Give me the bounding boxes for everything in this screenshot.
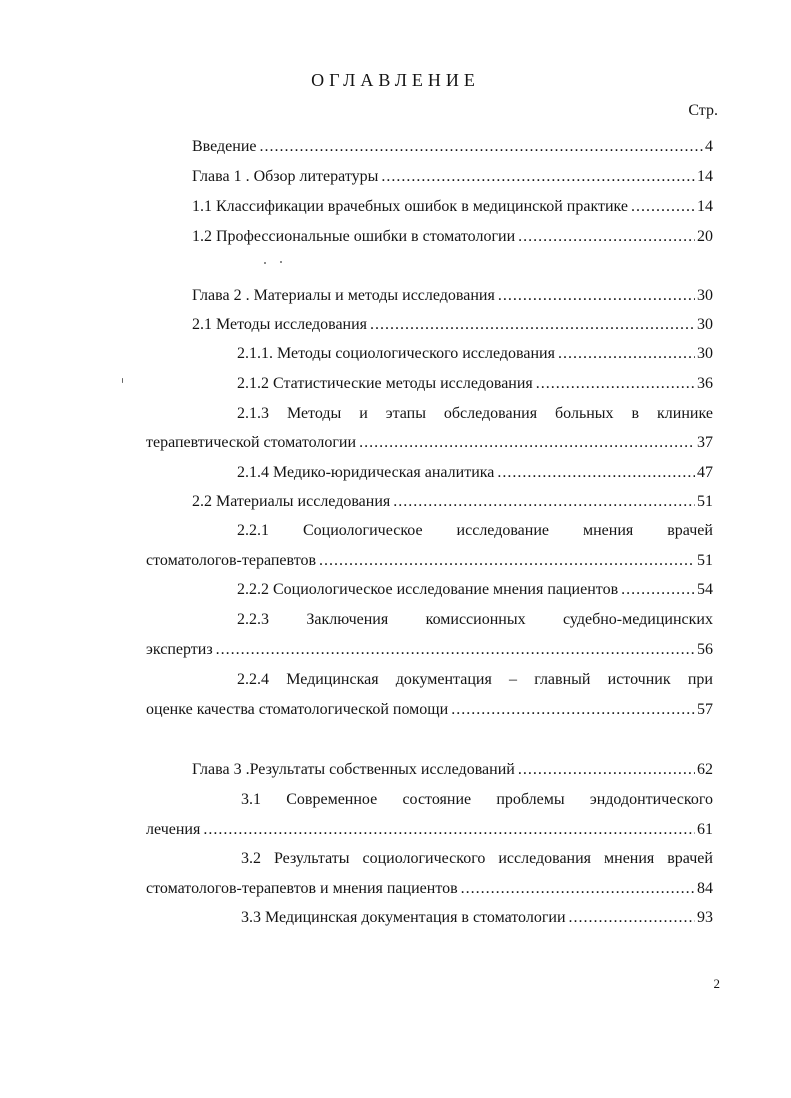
toc-entry-2-2-2 xyxy=(237,580,713,600)
toc-word: при xyxy=(687,671,713,688)
toc-entry-page: 51 xyxy=(697,493,713,510)
toc-entry-label: Введение xyxy=(192,138,257,155)
toc-entry-3-3 xyxy=(241,908,713,928)
toc-entry-3-2-line-1 xyxy=(241,849,713,869)
toc-entry-page: 56 xyxy=(697,641,713,658)
scan-speck xyxy=(280,261,282,263)
toc-entry-label: 2.2.2 Социологическое исследование мнения пациентов xyxy=(237,581,619,598)
toc-entry-label: 2.1.1. Методы социологического исследования xyxy=(237,345,555,362)
toc-word: больных xyxy=(555,405,614,422)
leader-dots xyxy=(569,908,695,928)
toc-entry-page: 93 xyxy=(697,909,713,926)
toc-entry-page: 51 xyxy=(697,552,713,569)
toc-entry-label: 2.1.4 Медико-юридическая аналитика xyxy=(237,464,495,481)
toc-entry-1-2 xyxy=(192,227,713,247)
toc-entry-page: 84 xyxy=(697,880,713,897)
toc-entry-2-2-4-line-1 xyxy=(237,670,713,690)
leader-dots xyxy=(498,286,695,306)
toc-entry-2-1 xyxy=(192,315,713,335)
toc-word: главный xyxy=(534,671,591,688)
toc-entry-page: 57 xyxy=(697,701,713,718)
page-column-label: Стр. xyxy=(688,102,718,119)
toc-word: Методы xyxy=(286,405,342,422)
toc-entry-2-2-3-line-1 xyxy=(237,610,713,630)
toc-entry-label: 1.2 Профессиональные ошибки в стоматологии xyxy=(192,228,516,245)
toc-heading: ОГЛАВЛЕНИЕ xyxy=(311,70,480,90)
toc-entry-3-1-line-1 xyxy=(241,790,713,810)
toc-entry-page: 37 xyxy=(697,434,713,451)
toc-word: социологического xyxy=(362,850,486,867)
toc-word: мнения xyxy=(582,522,634,539)
toc-entry-label: Глава 3 .Результаты собственных исследований xyxy=(192,761,515,778)
page-number: 2 xyxy=(713,976,720,991)
leader-dots xyxy=(631,197,695,217)
toc-entry-page: 47 xyxy=(697,464,713,481)
leader-dots xyxy=(518,227,695,247)
leader-dots xyxy=(359,433,695,453)
toc-entry-page: 36 xyxy=(697,375,713,392)
toc-word: врачей xyxy=(667,850,713,867)
toc-entry-chapter-2 xyxy=(192,286,713,306)
toc-entry-page: 54 xyxy=(697,581,713,598)
toc-entry-label: 3.3 Медицинская документация в стоматологии xyxy=(241,909,566,926)
toc-word: Заключения xyxy=(306,611,389,628)
toc-word: документация xyxy=(395,671,492,688)
toc-entry-label: терапевтической стоматологии xyxy=(146,434,357,451)
toc-word: врачей xyxy=(667,522,713,539)
leader-dots xyxy=(216,640,695,660)
toc-entry-1-1 xyxy=(192,197,713,217)
toc-entry-chapter-1 xyxy=(192,167,713,187)
leader-dots xyxy=(558,344,695,364)
leader-dots xyxy=(393,492,695,512)
toc-entry-label: 1.1 Классификации врачебных ошибок в медицинской практике xyxy=(192,198,629,215)
toc-entry-page: 30 xyxy=(697,345,713,362)
toc-entry-label: Глава 1 . Обзор литературы xyxy=(192,168,379,185)
toc-entry-2-1-1 xyxy=(237,344,713,364)
toc-word: источник xyxy=(607,671,671,688)
toc-entry-2-2-1-line-1 xyxy=(237,521,713,541)
toc-entry-2-2-1-line-2 xyxy=(146,551,713,571)
toc-entry-page: 61 xyxy=(697,821,713,838)
toc-entry-page: 4 xyxy=(705,138,713,155)
toc-entry-page: 30 xyxy=(697,287,713,304)
scan-speck xyxy=(264,262,266,264)
toc-entry-page: 14 xyxy=(697,198,713,215)
toc-entry-label: оценке качества стоматологической помощи xyxy=(146,701,449,718)
leader-dots xyxy=(497,463,695,483)
leader-dots xyxy=(381,167,695,187)
toc-word: Современное xyxy=(286,791,378,808)
toc-word: клинике xyxy=(657,405,713,422)
toc-word: исследование xyxy=(456,522,549,539)
toc-word: эндодонтического xyxy=(589,791,713,808)
toc-word: 2.2.1 xyxy=(237,522,269,539)
toc-word: Социологическое xyxy=(302,522,423,539)
toc-word: Результаты xyxy=(273,850,350,867)
toc-entry-intro xyxy=(192,137,713,157)
toc-word: проблемы xyxy=(496,791,565,808)
toc-entry-label: стоматологов-терапевтов xyxy=(146,552,317,569)
leader-dots xyxy=(370,315,695,335)
toc-entry-2-2-4-line-2 xyxy=(146,700,713,720)
leader-dots xyxy=(319,551,695,571)
toc-entry-label: стоматологов-терапевтов и мнения пациентов xyxy=(146,880,458,897)
leader-dots xyxy=(451,700,695,720)
leader-dots xyxy=(260,137,704,157)
toc-word: исследования xyxy=(498,850,592,867)
toc-entry-label: 2.1.2 Статистические методы исследования xyxy=(237,375,533,392)
toc-entry-page: 30 xyxy=(697,316,713,333)
leader-dots xyxy=(621,580,695,600)
toc-word: 2.2.4 xyxy=(237,671,269,688)
toc-entry-3-2-line-2 xyxy=(146,879,713,899)
toc-word: 3.1 xyxy=(241,791,261,808)
toc-entry-label: 2.2 Материалы исследования xyxy=(192,493,391,510)
toc-entry-2-1-4 xyxy=(237,463,713,483)
toc-entry-2-2-3-line-2 xyxy=(146,640,713,660)
toc-word: 2.1.3 xyxy=(237,405,269,422)
leader-dots xyxy=(518,760,695,780)
toc-entry-label: экспертиз xyxy=(146,641,213,658)
toc-entry-label: 2.1 Методы исследования xyxy=(192,316,368,333)
toc-word: и xyxy=(359,405,368,422)
leader-dots xyxy=(203,820,695,840)
toc-word: состояние xyxy=(402,791,472,808)
toc-entry-2-1-2 xyxy=(237,374,713,394)
toc-entry-2-1-3-line-1 xyxy=(237,404,713,424)
toc-entry-label: Глава 2 . Материалы и методы исследования xyxy=(192,287,495,304)
toc-word: – xyxy=(509,671,517,688)
toc-word: обследования xyxy=(443,405,538,422)
toc-word: Медицинская xyxy=(286,671,379,688)
toc-entry-label: лечения xyxy=(146,821,201,838)
toc-entry-2-2 xyxy=(192,492,713,512)
toc-word: 3.2 xyxy=(241,850,261,867)
toc-entry-3-1-line-2 xyxy=(146,820,713,840)
scan-speck xyxy=(122,378,123,383)
toc-word: в xyxy=(631,405,640,422)
leader-dots xyxy=(461,879,695,899)
toc-word: судебно-медицинских xyxy=(562,611,713,628)
toc-entry-page: 62 xyxy=(697,761,713,778)
toc-entry-chapter-3 xyxy=(192,760,713,780)
toc-entry-2-1-3-line-2 xyxy=(146,433,713,453)
toc-word: комиссионных xyxy=(425,611,526,628)
toc-word: 2.2.3 xyxy=(237,611,269,628)
toc-word: этапы xyxy=(385,405,426,422)
toc-entry-page: 14 xyxy=(697,168,713,185)
leader-dots xyxy=(536,374,695,394)
toc-entry-page: 20 xyxy=(697,228,713,245)
toc-word: мнения xyxy=(604,850,655,867)
